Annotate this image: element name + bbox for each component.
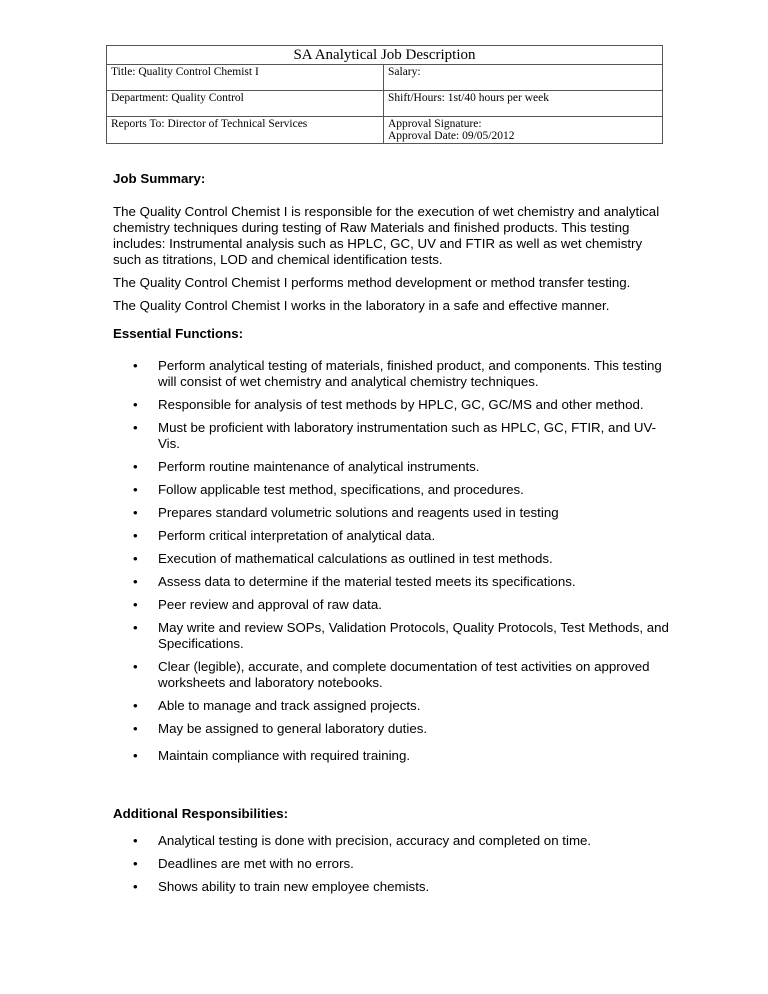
- essential-functions-list: [113, 358, 673, 764]
- list-item-text: Deadlines are met with no errors.: [158, 856, 354, 871]
- list-item-text: Perform analytical testing of materials, finished product, and components. This testing will consist of wet chemistry and analytical chemistry techniques.: [158, 358, 662, 389]
- list-item-text: Must be proficient with laboratory instrumentation such as HPLC, GC, FTIR, and UV-Vis.: [158, 420, 657, 451]
- bullet-icon: •: [133, 397, 138, 412]
- bullet-icon: •: [133, 482, 138, 497]
- header-row-department: [107, 91, 663, 117]
- list-item: [113, 574, 673, 590]
- list-item-text: Follow applicable test method, specifications, and procedures.: [158, 482, 524, 497]
- additional-responsibilities-heading: Additional Responsibilities:: [113, 806, 289, 821]
- list-item: [113, 397, 673, 413]
- list-item: [113, 482, 673, 498]
- bullet-icon: •: [133, 879, 138, 894]
- bullet-icon: •: [133, 856, 138, 871]
- bullet-icon: •: [133, 528, 138, 543]
- bullet-icon: •: [133, 659, 138, 674]
- list-item: [113, 833, 673, 849]
- bullet-icon: •: [133, 698, 138, 713]
- job-summary-heading: Job Summary:: [113, 171, 206, 186]
- list-item-text: Execution of mathematical calculations as outlined in test methods.: [158, 551, 553, 566]
- bullet-icon: •: [133, 459, 138, 474]
- header-row-reports: [107, 117, 663, 144]
- list-item: [113, 698, 673, 714]
- list-item: [113, 748, 673, 764]
- list-item: [113, 659, 673, 691]
- list-item-text: Prepares standard volumetric solutions and reagents used in testing: [158, 505, 559, 520]
- list-item-text: Maintain compliance with required training.: [158, 748, 411, 763]
- bullet-icon: •: [133, 420, 138, 435]
- list-item-text: May write and review SOPs, Validation Protocols, Quality Protocols, Test Methods, and Specifications.: [158, 620, 669, 651]
- salary-cell: Salary:: [384, 65, 663, 91]
- bullet-icon: •: [133, 358, 138, 373]
- approval-cell: [384, 117, 663, 144]
- bullet-icon: •: [133, 748, 138, 763]
- list-item-text: Peer review and approval of raw data.: [158, 597, 382, 612]
- list-item-text: Responsible for analysis of test methods by HPLC, GC, GC/MS and other method.: [158, 397, 644, 412]
- list-item-text: Perform critical interpretation of analytical data.: [158, 528, 436, 543]
- list-item-text: Clear (legible), accurate, and complete documentation of test activities on approved worksheets and laboratory notebooks.: [158, 659, 650, 690]
- bullet-icon: •: [133, 721, 138, 736]
- bullet-icon: •: [133, 551, 138, 566]
- list-item: [113, 505, 673, 521]
- additional-responsibilities-list: [113, 833, 673, 895]
- approval-date: Approval Date: 09/05/2012: [388, 130, 515, 142]
- bullet-icon: •: [133, 620, 138, 635]
- list-item-text: Shows ability to train new employee chemists.: [158, 879, 430, 894]
- list-item: [113, 551, 673, 567]
- bullet-icon: •: [133, 505, 138, 520]
- job-summary-section: [113, 171, 673, 314]
- list-item: [113, 420, 673, 452]
- bullet-icon: •: [133, 574, 138, 589]
- approval-signature: Approval Signature:: [388, 118, 482, 130]
- list-item: [113, 358, 673, 390]
- summary-paragraph: The Quality Control Chemist I performs method development or method transfer testing.: [113, 275, 631, 290]
- list-item: [113, 721, 673, 737]
- list-item-text: May be assigned to general laboratory duties.: [158, 721, 428, 736]
- summary-paragraph: The Quality Control Chemist I works in the laboratory in a safe and effective manner.: [113, 298, 610, 313]
- reports-to-cell: Reports To: Director of Technical Services: [107, 117, 384, 144]
- list-item-text: Able to manage and track assigned projects.: [158, 698, 421, 713]
- summary-paragraph: The Quality Control Chemist I is responsible for the execution of wet chemistry and analytical chemistry techniques during testing of Raw Materials and finished products. This testing includes: Instrumental analysis such as HPLC, GC, UV and FTIR as well as wet chemistry such as titrations, LOD and chemical identification tests.: [113, 204, 660, 267]
- bullet-icon: •: [133, 833, 138, 848]
- list-item: [113, 620, 673, 652]
- essential-functions-heading: Essential Functions:: [113, 326, 244, 341]
- list-item: [113, 528, 673, 544]
- list-item: [113, 856, 673, 872]
- list-item-text: Analytical testing is done with precision, accuracy and completed on time.: [158, 833, 592, 848]
- header-row-title: [107, 65, 663, 91]
- document-title: SA Analytical Job Description: [107, 46, 663, 65]
- list-item-text: Perform routine maintenance of analytical instruments.: [158, 459, 480, 474]
- additional-responsibilities-section: [113, 806, 673, 895]
- list-item: [113, 597, 673, 613]
- list-item: [113, 879, 673, 895]
- job-title-cell: Title: Quality Control Chemist I: [107, 65, 384, 91]
- list-item: [113, 459, 673, 475]
- list-item-text: Assess data to determine if the material tested meets its specifications.: [158, 574, 576, 589]
- essential-functions-section: [113, 326, 673, 764]
- bullet-icon: •: [133, 597, 138, 612]
- shift-hours-cell: Shift/Hours: 1st/40 hours per week: [384, 91, 663, 117]
- department-cell: Department: Quality Control: [107, 91, 384, 117]
- job-header-table: [106, 45, 663, 144]
